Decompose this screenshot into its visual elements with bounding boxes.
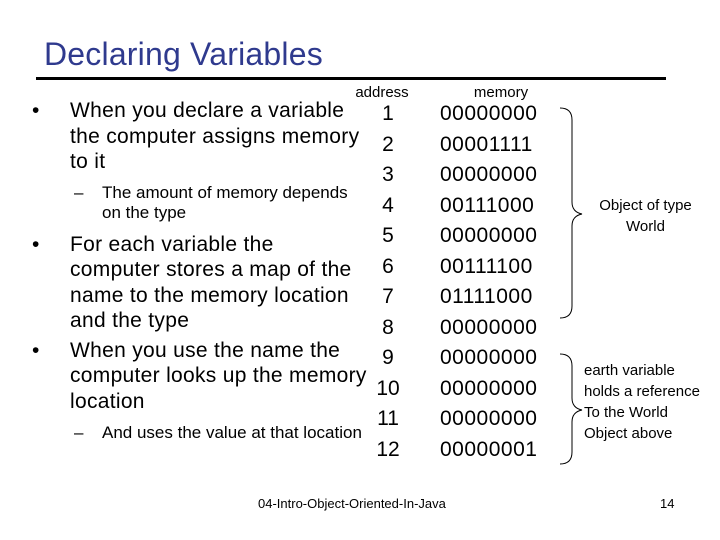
memory-cell: 01111000	[440, 285, 533, 308]
sub-bullet-text: And uses the value at that location	[102, 423, 362, 442]
page-number: 14	[660, 496, 675, 511]
memory-column-header: memory	[473, 84, 529, 101]
address-cell: 7	[382, 285, 394, 308]
earth-brace	[560, 354, 582, 464]
bullet-marker: •	[32, 338, 40, 362]
bullet-marker: •	[32, 232, 40, 256]
memory-cell: 00001111	[440, 132, 533, 156]
address-cell: 8	[382, 315, 394, 339]
slide-title: Declaring Variables	[44, 36, 323, 72]
sub-bullet-marker: –	[74, 182, 84, 202]
address-cell: 11	[377, 407, 399, 430]
sub-bullet-text: The amount of memory depends on the type	[102, 182, 348, 222]
address-cell: 6	[382, 254, 394, 278]
memory-cell: 00000001	[440, 437, 538, 461]
bullet-text: For each variable the computer stores a map of the name to the memory location and the type	[70, 232, 352, 332]
memory-cell: 00000000	[440, 102, 538, 125]
object-annotation: Object of type World	[599, 197, 692, 235]
memory-cell: 00000000	[440, 407, 538, 430]
address-cell: 5	[382, 224, 394, 247]
address-cell: 10	[376, 376, 400, 400]
address-column-header: address	[355, 84, 409, 101]
address-cell: 3	[382, 163, 394, 186]
address-cell: 12	[376, 437, 400, 461]
memory-cell: 00000000	[440, 224, 538, 247]
memory-cell: 00111000	[440, 193, 535, 217]
sub-bullet-marker: –	[74, 423, 84, 442]
object-brace	[560, 108, 582, 318]
memory-cell: 00000000	[440, 376, 538, 400]
bullet-text: When you use the name the computer looks up the memory location	[70, 338, 367, 413]
address-cell: 1	[382, 102, 394, 125]
bullet-text: When you declare a variable the computer assigns memory to it	[70, 99, 360, 173]
slide-footer: 04-Intro-Object-Oriented-In-Java	[258, 496, 446, 511]
address-cell: 2	[382, 132, 394, 156]
bullet-marker: •	[32, 99, 40, 122]
address-cell: 4	[382, 193, 394, 217]
memory-cell: 00000000	[440, 315, 538, 339]
memory-cell: 00111100	[440, 254, 533, 278]
memory-cell: 00000000	[440, 346, 538, 369]
earth-annotation: earth variable holds a reference To the World Object above	[584, 362, 700, 442]
memory-cell: 00000000	[440, 163, 538, 186]
address-cell: 9	[382, 346, 394, 369]
